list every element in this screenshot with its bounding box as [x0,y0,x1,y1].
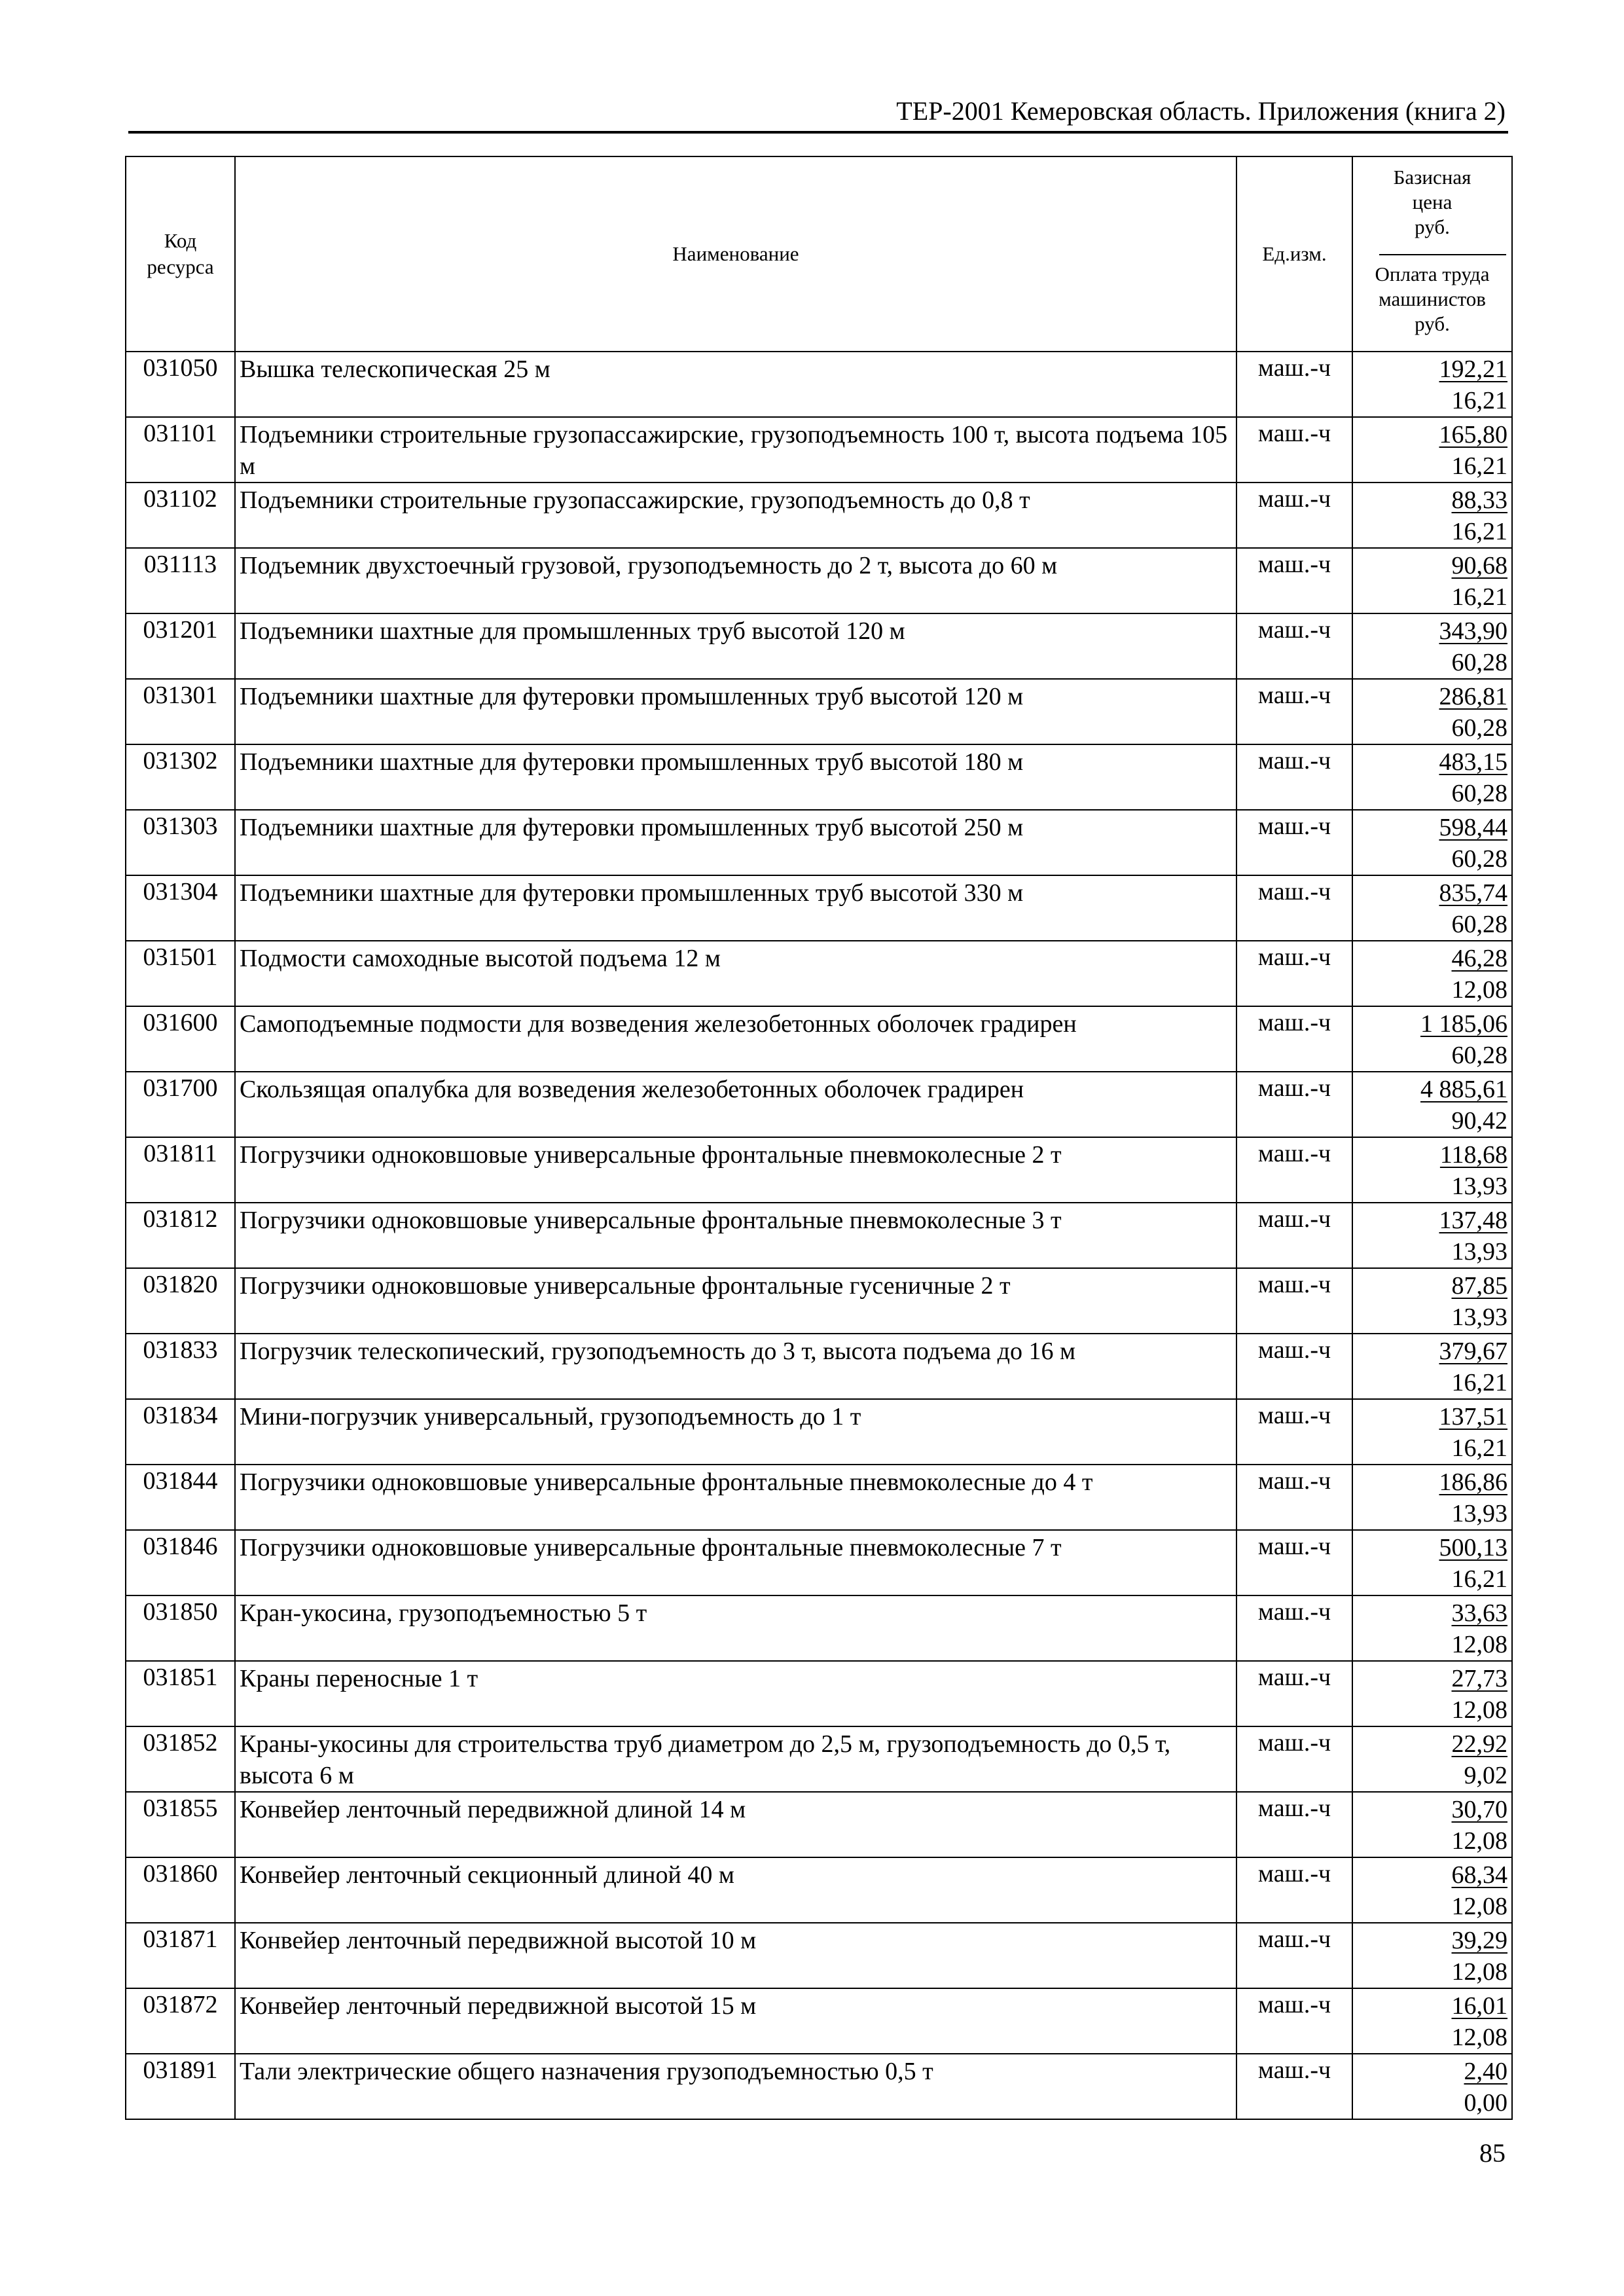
operator-wage: 16,21 [1451,1434,1507,1462]
resource-unit: маш.-ч [1236,483,1352,548]
resource-name: Конвейер ленточный передвижной длиной 14 м [235,1792,1236,1857]
resource-unit: маш.-ч [1236,417,1352,483]
resource-name: Погрузчики одноковшовые универсальные фронтальные пневмоколесные до 4 т [235,1465,1236,1530]
resource-name: Краны переносные 1 т [235,1661,1236,1726]
header-rule [128,131,1508,134]
page-number: 85 [1479,2138,1506,2168]
base-price: 87,85 [1451,1272,1507,1300]
table-row [126,1530,1512,1595]
base-price: 500,13 [1439,1534,1507,1561]
table-row [126,1595,1512,1661]
table-row [126,1988,1512,2054]
resource-code: 031851 [126,1661,235,1726]
resource-unit: маш.-ч [1236,679,1352,744]
resource-name: Краны-укосины для строительства труб диаметром до 2,5 м, грузоподъемность до 0,5 т, высота 6 м [235,1726,1236,1792]
resource-unit: маш.-ч [1236,1988,1352,2054]
resource-unit: маш.-ч [1236,1792,1352,1857]
operator-wage: 16,21 [1451,583,1507,611]
resource-name: Погрузчики одноковшовые универсальные фронтальные пневмоколесные 3 т [235,1203,1236,1268]
resource-price-cell [1352,1857,1512,1923]
resource-price-cell [1352,352,1512,417]
resource-code: 031844 [126,1465,235,1530]
base-price: 343,90 [1439,617,1507,645]
resource-code: 031201 [126,613,235,679]
operator-wage: 12,08 [1451,1696,1507,1724]
operator-wage: 12,08 [1451,976,1507,1004]
resource-name: Подъемники шахтные для промышленных труб высотой 120 м [235,613,1236,679]
operator-wage: 13,93 [1451,1238,1507,1266]
resource-code: 031846 [126,1530,235,1595]
column-header-wage-line3: руб. [1415,312,1450,335]
operator-wage: 60,28 [1451,780,1507,807]
base-price: 68,34 [1451,1861,1507,1889]
table-row [126,1334,1512,1399]
resource-unit: маш.-ч [1236,1399,1352,1465]
table-row [126,941,1512,1006]
resource-unit: маш.-ч [1236,1661,1352,1726]
table-row [126,2054,1512,2119]
operator-wage: 60,28 [1451,845,1507,873]
resource-unit: маш.-ч [1236,941,1352,1006]
operator-wage: 60,28 [1451,714,1507,742]
base-price: 379,67 [1439,1338,1507,1365]
resource-code: 031855 [126,1792,235,1857]
resource-code: 031302 [126,744,235,810]
base-price: 483,15 [1439,748,1507,776]
table-row [126,352,1512,417]
resource-price-cell [1352,1595,1512,1661]
resource-code: 031852 [126,1726,235,1792]
base-price: 2,40 [1464,2058,1507,2085]
resource-price-cell [1352,1334,1512,1399]
base-price: 118,68 [1439,1141,1507,1169]
resource-name: Подъемники строительные грузопассажирские, грузоподъемность 100 т, высота подъема 105 м [235,417,1236,483]
resource-name: Подъемники шахтные для футеровки промышленных труб высотой 180 м [235,744,1236,810]
operator-wage: 13,93 [1451,1173,1507,1200]
base-price: 88,33 [1451,486,1507,514]
column-header-unit-label: Ед.изм. [1262,242,1327,265]
resource-code: 031891 [126,2054,235,2119]
resource-unit: маш.-ч [1236,875,1352,941]
operator-wage: 60,28 [1451,1042,1507,1069]
resource-name: Подъемники шахтные для футеровки промышленных труб высотой 250 м [235,810,1236,875]
base-price: 1 185,06 [1420,1010,1507,1038]
resource-code: 031820 [126,1268,235,1334]
resource-price-cell [1352,1988,1512,2054]
resource-price-cell [1352,2054,1512,2119]
resource-name: Погрузчик телескопический, грузоподъемность до 3 т, высота подъема до 16 м [235,1334,1236,1399]
table-row [126,744,1512,810]
resource-price-cell [1352,1530,1512,1595]
table-row [126,417,1512,483]
resource-code: 031811 [126,1137,235,1203]
base-price: 137,51 [1439,1403,1507,1430]
table-row [126,1006,1512,1072]
resource-name: Подъемники строительные грузопассажирские, грузоподъемность до 0,8 т [235,483,1236,548]
resource-price-table [125,156,1513,2120]
resource-unit: маш.-ч [1236,1137,1352,1203]
resource-code: 031600 [126,1006,235,1072]
table-row [126,810,1512,875]
column-header-unit [1236,156,1352,352]
resource-price-cell [1352,1072,1512,1137]
resource-price-cell [1352,1792,1512,1857]
base-price: 835,74 [1439,879,1507,907]
resource-unit: маш.-ч [1236,613,1352,679]
column-header-wage-line1: Оплата труда [1375,263,1490,285]
table-row [126,613,1512,679]
resource-price-cell [1352,1465,1512,1530]
table-row [126,1203,1512,1268]
resource-price-cell [1352,744,1512,810]
base-price: 598,44 [1439,814,1507,841]
operator-wage: 12,08 [1451,2024,1507,2051]
resource-code: 031101 [126,417,235,483]
base-price: 46,28 [1451,945,1507,972]
base-price: 192,21 [1439,355,1507,383]
resource-name: Подмости самоходные высотой подъема 12 м [235,941,1236,1006]
resource-code: 031050 [126,352,235,417]
base-price: 186,86 [1439,1468,1507,1496]
resource-unit: маш.-ч [1236,2054,1352,2119]
resource-code: 031113 [126,548,235,613]
resource-price-cell [1352,417,1512,483]
resource-code: 031301 [126,679,235,744]
table-row [126,1661,1512,1726]
resource-code: 031700 [126,1072,235,1137]
resource-code: 031860 [126,1857,235,1923]
column-header-code [126,156,235,352]
resource-price-cell [1352,941,1512,1006]
resource-unit: маш.-ч [1236,1923,1352,1988]
operator-wage: 16,21 [1451,1369,1507,1396]
resource-name: Подъемники шахтные для футеровки промышленных труб высотой 330 м [235,875,1236,941]
resource-name: Конвейер ленточный передвижной высотой 10 м [235,1923,1236,1988]
operator-wage: 90,42 [1451,1107,1507,1135]
base-price: 39,29 [1451,1927,1507,1954]
table-row [126,548,1512,613]
resource-unit: маш.-ч [1236,548,1352,613]
resource-name: Тали электрические общего назначения грузоподъемностью 0,5 т [235,2054,1236,2119]
base-price: 16,01 [1451,1992,1507,2020]
resource-name: Подъемники шахтные для футеровки промышленных труб высотой 120 м [235,679,1236,744]
resource-code: 031850 [126,1595,235,1661]
resource-code: 031303 [126,810,235,875]
base-price: 137,48 [1439,1207,1507,1234]
resource-unit: маш.-ч [1236,1530,1352,1595]
table-row [126,1465,1512,1530]
table-row [126,1268,1512,1334]
resource-name: Скользящая опалубка для возведения железобетонных оболочек градирен [235,1072,1236,1137]
resource-code: 031872 [126,1988,235,2054]
resource-price-cell [1352,679,1512,744]
price-header-divider [1379,254,1506,255]
table-row [126,483,1512,548]
column-header-name [235,156,1236,352]
resource-unit: маш.-ч [1236,1072,1352,1137]
base-price: 286,81 [1439,683,1507,710]
operator-wage: 12,08 [1451,1631,1507,1658]
column-header-price-line3: руб. [1415,215,1450,238]
operator-wage: 12,08 [1451,1958,1507,1986]
table-row [126,679,1512,744]
resource-unit: маш.-ч [1236,1268,1352,1334]
base-price: 165,80 [1439,421,1507,448]
column-header-name-label: Наименование [672,242,799,265]
resource-price-cell [1352,1137,1512,1203]
resource-unit: маш.-ч [1236,1726,1352,1792]
resource-unit: маш.-ч [1236,1857,1352,1923]
resource-price-cell [1352,1923,1512,1988]
resource-unit: маш.-ч [1236,744,1352,810]
resource-price-cell [1352,613,1512,679]
operator-wage: 60,28 [1451,911,1507,938]
base-price: 33,63 [1451,1599,1507,1627]
table-row [126,1399,1512,1465]
operator-wage: 9,02 [1464,1762,1507,1789]
resource-price-cell [1352,810,1512,875]
table-row [126,1857,1512,1923]
operator-wage: 16,21 [1451,452,1507,480]
table-row [126,1923,1512,1988]
resource-unit: маш.-ч [1236,1595,1352,1661]
resource-price-cell [1352,548,1512,613]
resource-unit: маш.-ч [1236,1334,1352,1399]
resource-code: 031501 [126,941,235,1006]
resource-code: 031871 [126,1923,235,1988]
resource-unit: маш.-ч [1236,810,1352,875]
resource-unit: маш.-ч [1236,352,1352,417]
resource-price-cell [1352,1726,1512,1792]
resource-price-cell [1352,1006,1512,1072]
resource-code: 031833 [126,1334,235,1399]
base-price: 4 885,61 [1420,1076,1507,1103]
operator-wage: 13,93 [1451,1303,1507,1331]
table-header-row [126,156,1512,352]
resource-name: Кран-укосина, грузоподъемностью 5 т [235,1595,1236,1661]
operator-wage: 16,21 [1451,518,1507,545]
resource-price-cell [1352,875,1512,941]
resource-code: 031102 [126,483,235,548]
resource-name: Конвейер ленточный секционный длиной 40 м [235,1857,1236,1923]
resource-name: Мини-погрузчик универсальный, грузоподъемность до 1 т [235,1399,1236,1465]
column-header-price-line2: цена [1412,191,1453,213]
column-header-code-line1: Код [164,229,197,252]
column-header-price-line1: Базисная [1393,166,1471,189]
operator-wage: 60,28 [1451,649,1507,676]
resource-name: Подъемник двухстоечный грузовой, грузоподъемность до 2 т, высота до 60 м [235,548,1236,613]
operator-wage: 13,93 [1451,1500,1507,1527]
operator-wage: 16,21 [1451,387,1507,414]
base-price: 90,68 [1451,552,1507,579]
operator-wage: 12,08 [1451,1827,1507,1855]
operator-wage: 16,21 [1451,1565,1507,1593]
base-price: 27,73 [1451,1665,1507,1692]
table-row [126,1072,1512,1137]
resource-code: 031834 [126,1399,235,1465]
column-header-price [1352,156,1512,352]
resource-unit: маш.-ч [1236,1465,1352,1530]
resource-code: 031304 [126,875,235,941]
resource-price-cell [1352,1203,1512,1268]
operator-wage: 12,08 [1451,1893,1507,1920]
resource-name: Самоподъемные подмости для возведения железобетонных оболочек градирен [235,1006,1236,1072]
table-row [126,1726,1512,1792]
resource-price-cell [1352,1399,1512,1465]
column-header-code-line2: ресурса [147,255,214,278]
document-header-title: ТЕР-2001 Кемеровская область. Приложения (книга 2) [896,96,1506,126]
resource-name: Погрузчики одноковшовые универсальные фронтальные пневмоколесные 2 т [235,1137,1236,1203]
column-header-wage-line2: машинистов [1379,287,1486,310]
base-price: 30,70 [1451,1796,1507,1823]
resource-price-cell [1352,483,1512,548]
base-price: 22,92 [1451,1730,1507,1758]
resource-price-cell [1352,1661,1512,1726]
resource-unit: маш.-ч [1236,1006,1352,1072]
table-row [126,1137,1512,1203]
resource-code: 031812 [126,1203,235,1268]
resource-name: Вышка телескопическая 25 м [235,352,1236,417]
resource-name: Погрузчики одноковшовые универсальные фронтальные пневмоколесные 7 т [235,1530,1236,1595]
table-row [126,1792,1512,1857]
resource-price-cell [1352,1268,1512,1334]
operator-wage: 0,00 [1464,2089,1507,2117]
resource-name: Конвейер ленточный передвижной высотой 15 м [235,1988,1236,2054]
table-row [126,875,1512,941]
resource-unit: маш.-ч [1236,1203,1352,1268]
resource-name: Погрузчики одноковшовые универсальные фронтальные гусеничные 2 т [235,1268,1236,1334]
